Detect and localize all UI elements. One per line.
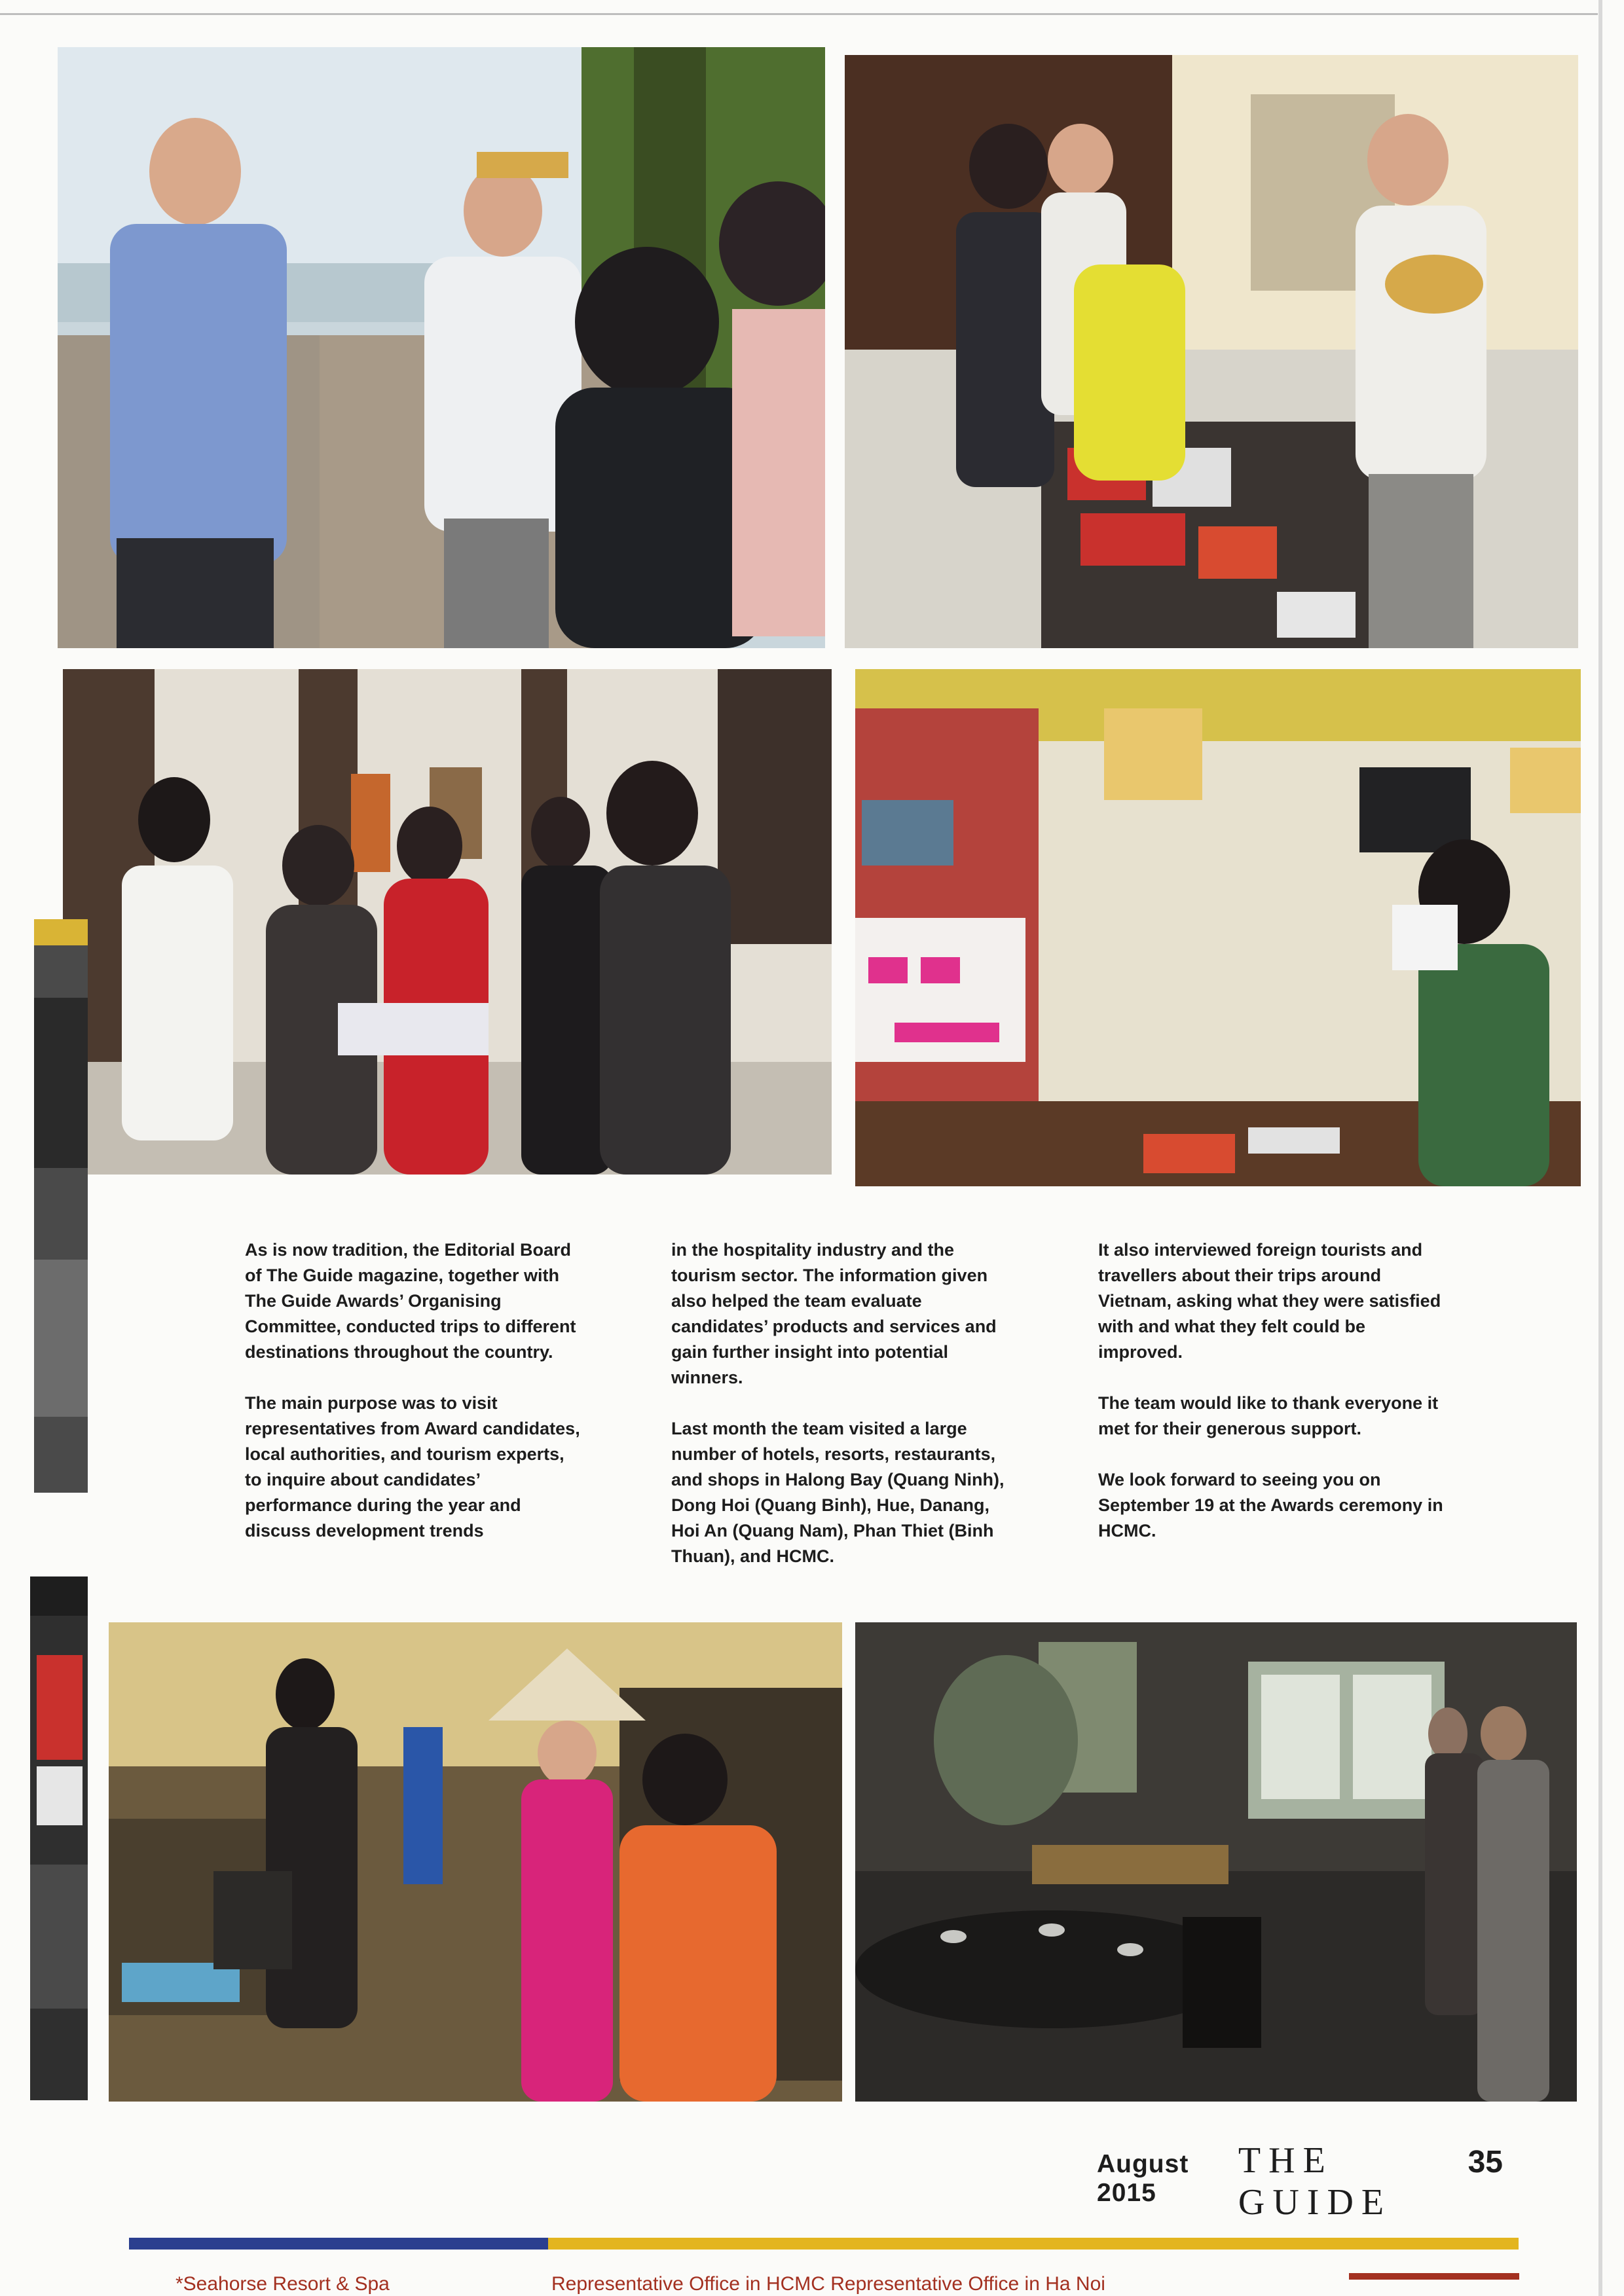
bottom-accent-bar xyxy=(1349,2273,1519,2280)
article-paragraph: The main purpose was to visit representatives from Award candidates, local authorities, and tourism experts, to inquire about candidates’ performance during the year and discuss development trends xyxy=(245,1393,580,1540)
left-page-strip-bottom xyxy=(30,1576,88,2100)
photo-lobby-magazines xyxy=(845,55,1578,648)
page-edge-shadow xyxy=(1598,0,1602,2296)
issue-date: August 2015 xyxy=(1097,2150,1189,2207)
bottom-strip-center-text: Representative Office in HCMC Representative Office in Ha Noi xyxy=(551,2273,1105,2295)
article-paragraph: As is now tradition, the Editorial Board of The Guide magazine, together with The Guide Awards’ Organising Committee, conducted trips to different destinations throughout the country. xyxy=(245,1240,576,1362)
bottom-strip-left-text: *Seahorse Resort & Spa xyxy=(175,2273,390,2295)
left-page-strip-top xyxy=(34,919,88,1493)
page-number: 35 xyxy=(1467,2145,1503,2179)
photo-seaside-meeting xyxy=(58,47,825,648)
article-paragraph: We look forward to seeing you on September 19 at the Awards ceremony in HCMC. xyxy=(1098,1470,1443,1540)
photo-dining-room xyxy=(855,1622,1577,2102)
article-paragraph: Last month the team visited a large number of hotels, resorts, restaurants, and shops in Halong Bay (Quang Ninh), Dong Hoi (Quang Binh), Hue, Danang, Hoi An (Quang Nam), Phan Thiet (Binh Thuan), and HCMC. xyxy=(671,1419,1005,1566)
article-column-3 xyxy=(1098,1237,1452,1569)
photo-weaving-workshop xyxy=(109,1622,842,2102)
article-paragraph: It also interviewed foreign tourists and travellers about their trips around Vietnam, asking what they were satisfied with and what they felt could be improved. xyxy=(1098,1240,1441,1362)
article-column-1 xyxy=(245,1237,585,1569)
top-rule xyxy=(0,13,1598,15)
photo-group-reading xyxy=(63,669,832,1175)
article-column-2 xyxy=(671,1237,1012,1595)
page-footer xyxy=(1097,2140,1503,2223)
photo-hotel-room xyxy=(855,669,1581,1186)
bottom-color-bar xyxy=(129,2238,1519,2250)
article-paragraph: in the hospitality industry and the tourism sector. The information given also helped the team evaluate candidates’ products and services and gain further insight into potential winners. xyxy=(671,1240,997,1387)
article-paragraph: The team would like to thank everyone it met for their generous support. xyxy=(1098,1393,1439,1438)
magazine-name: THE GUIDE xyxy=(1238,2140,1392,2223)
